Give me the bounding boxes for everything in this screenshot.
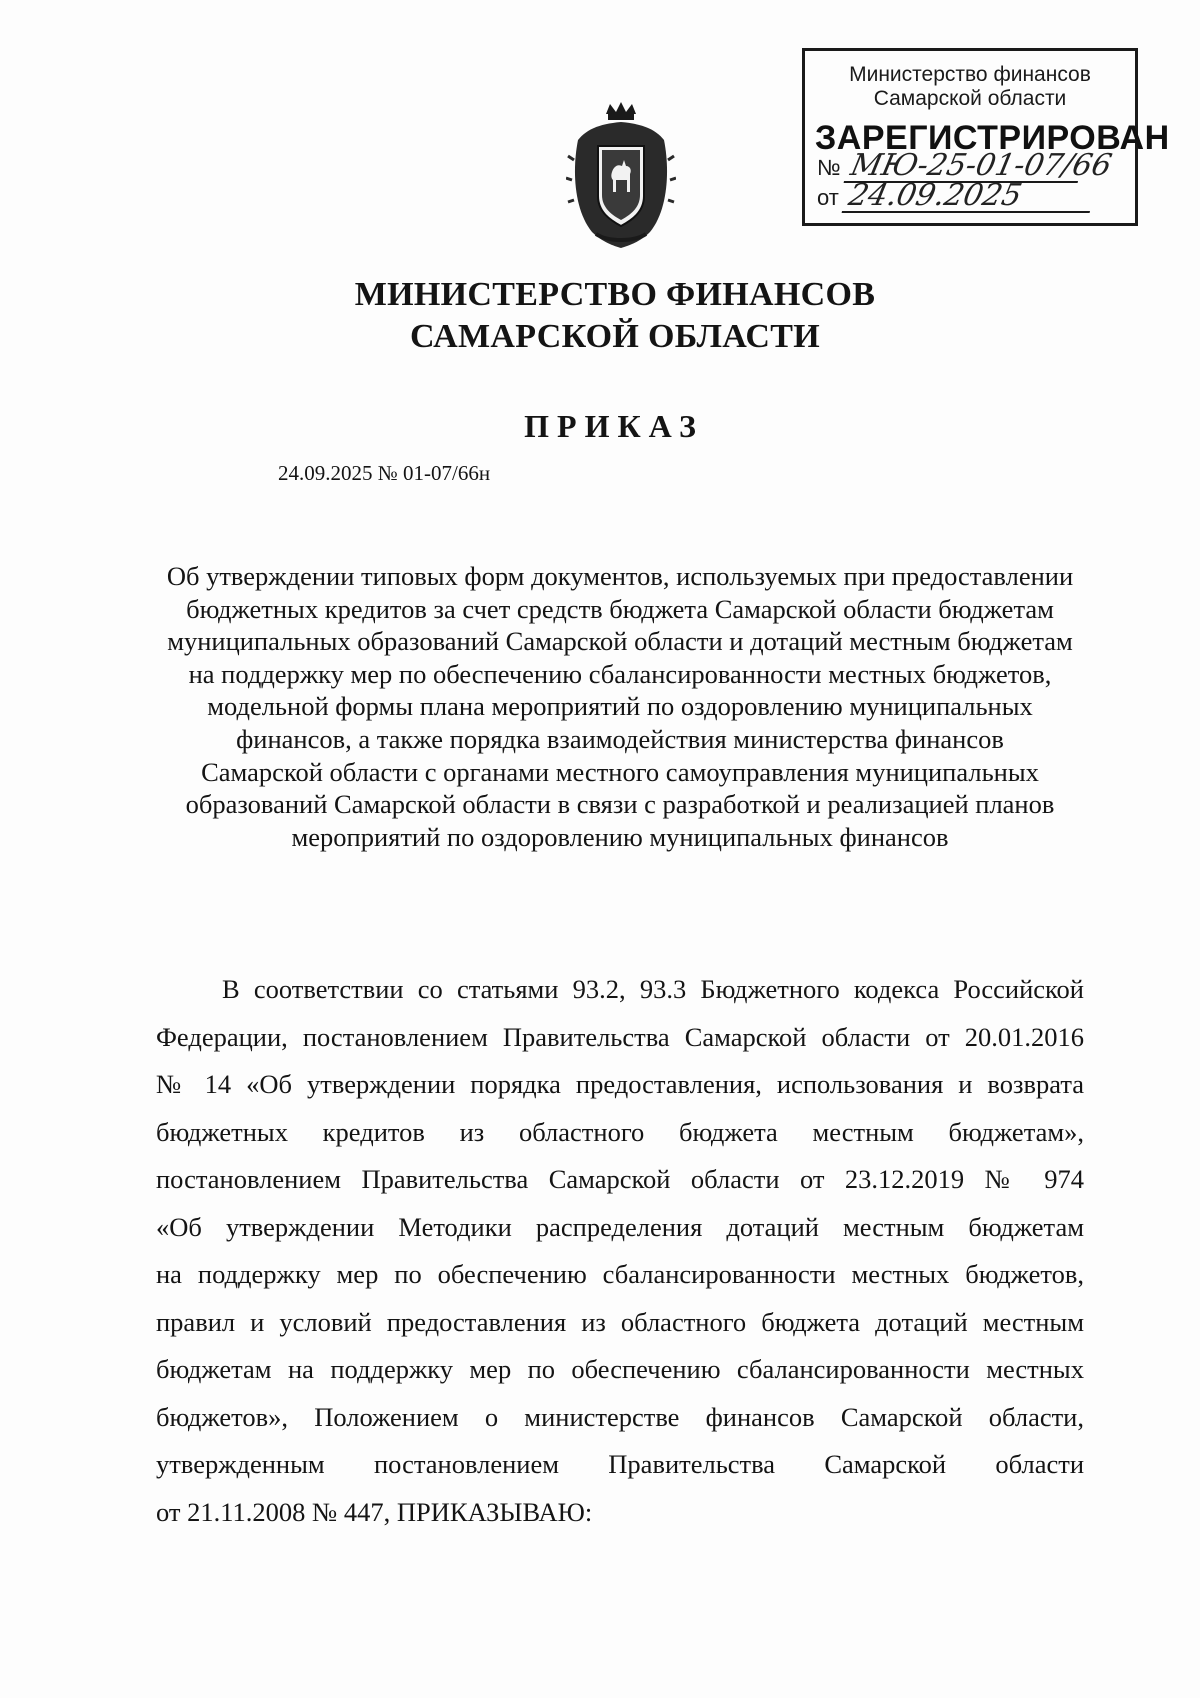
stamp-date-row: [817, 178, 1093, 213]
body-line: на поддержку мер по обеспечению сбалансированности местных бюджетов,: [156, 1259, 1084, 1289]
ministry-name: [0, 274, 1200, 358]
body-line: от 21.11.2008 № 447, ПРИКАЗЫВАЮ:: [156, 1496, 593, 1527]
body-line: «Об утверждении Методики распределения дотаций местным бюджетам: [156, 1211, 1084, 1242]
stamp-date-value: 24.09.2025: [842, 181, 1097, 213]
samara-coat-of-arms-icon: [566, 100, 676, 250]
stamp-number-value: МЮ-25-01-07/66: [843, 151, 1084, 183]
body-line: В соответствии со статьями 93.2, 93.3 Бюджетного кодекса Российской: [222, 974, 1084, 1004]
body-line: бюджетов», Положением о министерстве финансов Самарской области,: [156, 1401, 1084, 1432]
order-title: ПРИКАЗ: [524, 408, 704, 444]
body-line: постановлением Правительства Самарской области от 23.12.2019 № 974: [156, 1164, 1084, 1194]
ministry-line1: МИНИСТЕРСТВО ФИНАНСОВ: [354, 276, 876, 313]
stamp-status: ЗАРЕГИСТРИРОВАН: [815, 119, 1170, 157]
stamp-org-line2: Самарской области: [873, 87, 1067, 110]
ministry-line2: САМАРСКОЙ ОБЛАСТИ: [409, 318, 821, 355]
order-body: [156, 966, 1084, 1536]
body-line: № 14 «Об утверждении порядка предоставления, использования и возврата: [156, 1069, 1084, 1099]
stamp-org-line1: Министерство финансов: [849, 63, 1091, 86]
body-line: утвержденным постановлением Правительства Самарской области: [156, 1449, 1084, 1479]
body-line: правил и условий предоставления из областного бюджета дотаций местным: [156, 1306, 1084, 1337]
body-line: бюджетных кредитов из областного бюджета местным бюджетам»,: [156, 1116, 1084, 1147]
stamp-organization: [805, 63, 1135, 111]
stamp-number-prefix: №: [817, 155, 841, 180]
body-line: бюджетам на поддержку мер по обеспечению сбалансированности местных: [156, 1354, 1084, 1384]
body-line: Федерации, постановлением Правительства Самарской области от 20.01.2016: [156, 1021, 1084, 1052]
order-date-number: 24.09.2025 № 01-07/66н: [278, 461, 491, 485]
stamp-date-prefix: от: [817, 185, 839, 210]
order-subject: Об утверждении типовых форм документов, используемых при предоставлении бюджетных кредитов за счет средств бюджета Самарской области бюджетам муниципальных образований Самарской области и дотаций местным бюджетам на поддержку мер по обеспечению сбалансированности местных бюджетов, модельной формы плана мероприятий по оздоровлению муниципальных финансов, а также порядка взаимодействия министерства финансов Самарской области с органами местного самоуправления муниципальных образований Самарской области в связи с разработкой и реализацией планов мероприятий по оздоровлению муниципальных финансов: [166, 561, 1074, 852]
registration-stamp: [802, 48, 1170, 226]
